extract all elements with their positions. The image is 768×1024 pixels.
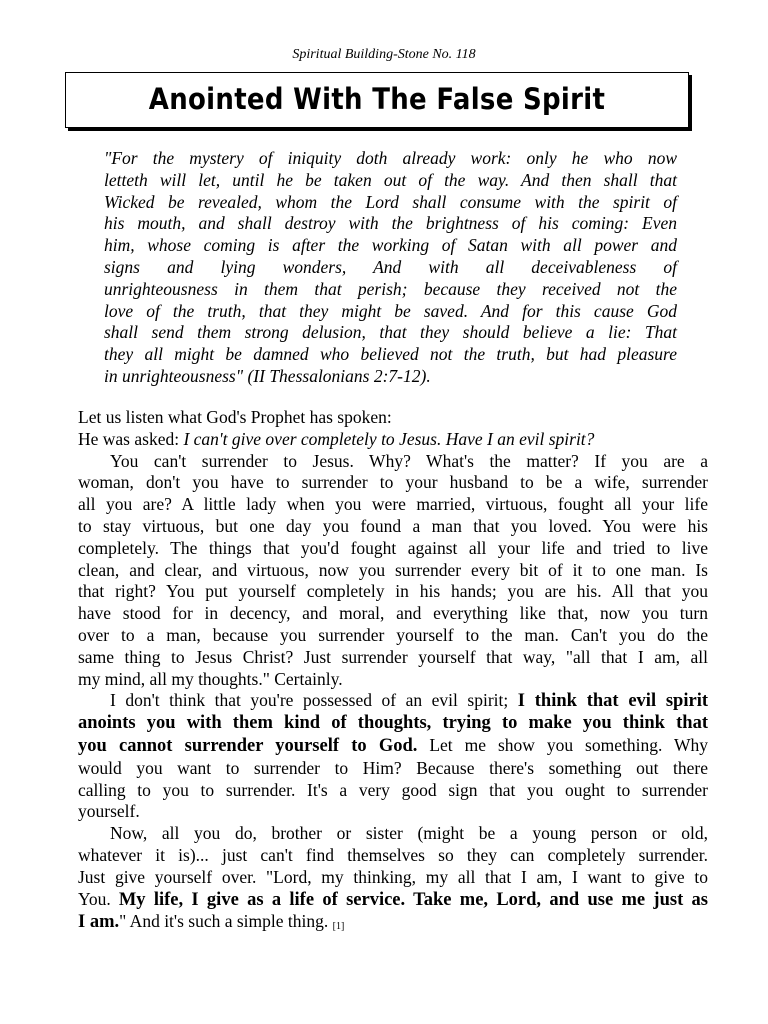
quote-line: letteth will let, until he be taken out of the way. And then shall that [104, 169, 677, 190]
bold-text: I am. [78, 912, 120, 933]
paragraph-line: calling to you to surrender. It's a very good sign that you ought to surrender [78, 779, 708, 800]
paragraph-line: You can't surrender to Jesus. Why? What's the matter? If you are a [110, 450, 708, 471]
paragraph-line [78, 735, 708, 758]
paragraph-line: Just give yourself over. "Lord, my thinking, my all that I am, I want to give to [78, 866, 708, 887]
plain-text: You. [78, 888, 119, 909]
paragraph-line: my mind, all my thoughts." Certainly. [78, 668, 343, 689]
intro-line: Let us listen what God's Prophet has spoken: [78, 407, 392, 427]
quote-line: in unrighteousness" (II Thessalonians 2:7-12). [104, 365, 431, 386]
paragraph-line: over to a man, because you surrender yourself to the man. Can't you do the [78, 624, 708, 645]
body-text [78, 407, 708, 938]
page-title: Anointed With The False Spirit [148, 83, 606, 117]
paragraph-line: completely. The things that you'd fought against all your life and tried to live [78, 537, 708, 558]
paragraph-line: Now, all you do, brother or sister (might be a young person or old, [110, 823, 708, 844]
quote-line: unrighteousness in them that perish; because they received not the [104, 278, 677, 299]
paragraph-line: that right? You put yourself completely in his hands; you are his. All that you [78, 581, 708, 602]
paragraph-line [78, 889, 708, 912]
footnote-marker: [1] [332, 921, 345, 933]
bold-text: My life, I give as a life of service. Take me, Lord, and use me just as [118, 889, 708, 910]
question-text: I can't give over completely to Jesus. Have I an evil spirit? [183, 428, 595, 449]
paragraph-line: same thing to Jesus Christ? Just surrender yourself that way, "all that I am, all [78, 646, 708, 667]
bold-text: I think that evil spirit [517, 691, 708, 712]
paragraph-line: clean, and clear, and virtuous, now you surrender every bit of it to one man. Is [78, 559, 708, 580]
quote-line: "For the mystery of iniquity doth already work: only he who now [104, 148, 677, 168]
paragraph-line: whatever it is)... just can't find themselves so they can completely surrender. [78, 844, 708, 865]
question-prefix: He was asked: [78, 428, 184, 449]
paragraph-line: all you are? A little lady when you were married, virtuous, fought all your life [78, 494, 708, 515]
running-header: Spiritual Building-Stone No. 118 [292, 47, 476, 62]
question-line [78, 429, 708, 451]
title-box [65, 72, 689, 128]
bold-text: you cannot surrender yourself to God. [78, 735, 418, 756]
paragraph-line: would you want to surrender to Him? Because there's something out there [78, 757, 708, 778]
quote-line: love of the truth, that they might be saved. And for this cause God [104, 300, 677, 321]
paragraph-line [78, 690, 708, 713]
plain-text: " And it's such a simple thing. [119, 911, 333, 932]
paragraph-line: anoints you with them kind of thoughts, trying to make you think that [78, 713, 708, 734]
paragraph-line: yourself. [78, 801, 140, 822]
paragraph-line: woman, don't you have to surrender to your husband to be a wife, surrender [78, 472, 708, 493]
paragraph-line: have stood for in decency, and moral, and everything like that, now you turn [78, 603, 708, 624]
quote-line: his mouth, and shall destroy with the brightness of his coming: Even [104, 213, 677, 234]
quote-line: they all might be damned who believed not the truth, but had pleasure [104, 344, 677, 365]
paragraph-line [78, 911, 708, 938]
quote-line: Wicked be revealed, whom the Lord shall consume with the spirit of [104, 191, 677, 212]
plain-text: Let me show you something. Why [417, 734, 708, 755]
quote-line: shall send them strong delusion, that they should believe a lie: That [104, 322, 677, 343]
quote-line: signs and lying wonders, And with all deceivableness of [104, 256, 677, 277]
paragraph-line: to stay virtuous, but one day you found a man that you loved. You were his [78, 515, 708, 536]
plain-text: I don't think that you're possessed of an evil spirit; [110, 690, 518, 711]
quote-line: him, whose coming is after the working of Satan with all power and [104, 235, 677, 256]
scripture-quote [104, 148, 677, 388]
